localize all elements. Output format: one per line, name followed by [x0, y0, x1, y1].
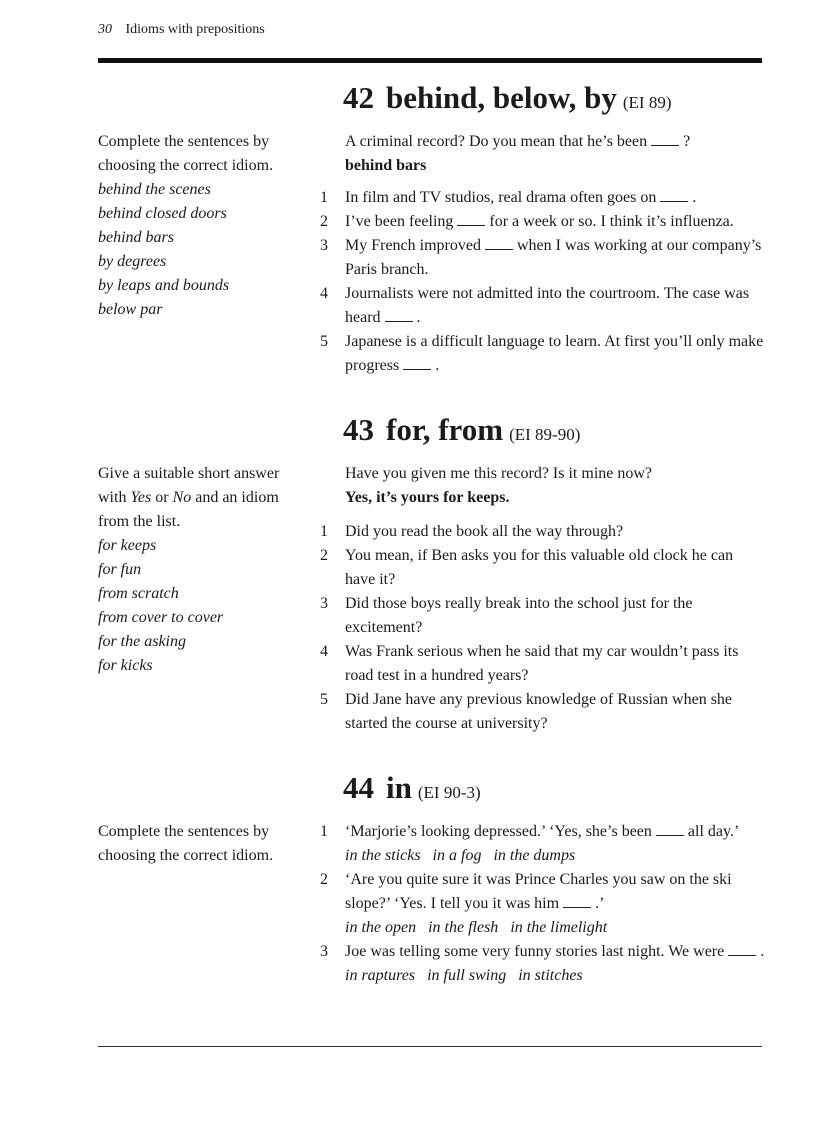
running-head — [98, 22, 265, 38]
unit-42-instructions — [98, 130, 308, 322]
idiom-option: by degrees — [98, 253, 167, 270]
page-number: 30 — [98, 22, 112, 37]
question-item: 2 I’ve been feeling for a week or so. I think it’s influenza. — [320, 213, 734, 230]
unit-heading: in — [386, 770, 412, 805]
idiom-option: by leaps and bounds — [98, 277, 230, 294]
question-item: 2 ‘Are you quite sure it was Prince Charles you saw on the ski slope?’ ‘Yes. I tell you it was him .’ in the open in the flesh in the limelight — [320, 871, 732, 936]
question-item: 1 Did you read the book all the way through? — [320, 523, 624, 540]
answer-blank — [457, 214, 485, 226]
question-item: 5 Did Jane have any previous knowledge of Russian when she started the course at university? — [320, 691, 733, 732]
idiom-option: behind the scenes — [98, 181, 211, 198]
unit-44-instructions — [98, 820, 308, 868]
question-item: 4 Journalists were not admitted into the courtroom. The case was heard . — [320, 285, 750, 326]
example-answer: behind bars — [345, 157, 427, 174]
unit-42-example — [345, 130, 765, 178]
idiom-option: for fun — [98, 561, 142, 578]
question-item: 3 Did those boys really break into the school just for the excitement? — [320, 595, 693, 636]
question-item: 1 In film and TV studios, real drama often goes on . — [320, 189, 697, 206]
unit-heading: behind, below, by — [386, 80, 617, 115]
idiom-option: from scratch — [98, 585, 179, 602]
answer-blank — [385, 310, 413, 322]
top-rule — [98, 58, 762, 63]
answer-blank — [728, 944, 756, 956]
idiom-option: in stitches — [518, 967, 583, 984]
idiom-option: in the dumps — [493, 847, 576, 864]
answer-blank — [485, 238, 513, 250]
idiom-option: in raptures — [345, 967, 416, 984]
idiom-option: in the flesh — [428, 919, 499, 936]
question-item: 3 Joe was telling some very funny stories last night. We were . in raptures in full swing in stitches — [320, 943, 765, 984]
question-item: 3 My French improved when I was working at our company’s Paris branch. — [320, 237, 762, 278]
answer-blank — [651, 134, 679, 146]
instruction-text: Complete the sentences by choosing the correct idiom. — [98, 823, 274, 864]
idiom-option: for kicks — [98, 657, 153, 674]
unit-44-questions — [320, 820, 765, 988]
question-item: 4 Was Frank serious when he said that my car wouldn’t pass its road test in a hundred years? — [320, 643, 739, 684]
answer-blank — [656, 824, 684, 836]
example-question: Have you given me this record? Is it mine now? — [345, 465, 653, 482]
running-title: Idioms with prepositions — [125, 22, 265, 37]
answer-blank — [660, 190, 688, 202]
unit-43-instructions — [98, 462, 308, 678]
unit-reference: (EI 89-90) — [509, 425, 581, 444]
bottom-rule — [98, 1046, 762, 1047]
example-answer: Yes, it’s yours for keeps. — [345, 489, 510, 506]
idiom-option: below par — [98, 301, 163, 318]
unit-43-questions — [320, 520, 765, 736]
unit-42-title — [343, 80, 672, 116]
idiom-option: for keeps — [98, 537, 157, 554]
answer-blank — [563, 896, 591, 908]
unit-number: 42 — [343, 80, 374, 115]
instruction-text: Give a suitable short answer with Yes or No and an idiom from the list. — [98, 465, 280, 530]
idiom-option: in the limelight — [510, 919, 608, 936]
idiom-option: in the sticks — [345, 847, 421, 864]
idiom-option: from cover to cover — [98, 609, 224, 626]
idiom-option: behind closed doors — [98, 205, 227, 222]
instruction-text: Complete the sentences by choosing the correct idiom. — [98, 133, 274, 174]
unit-42-questions — [320, 186, 765, 378]
example-question: A criminal record? Do you mean that he’s been ? — [345, 133, 691, 150]
unit-43-title — [343, 412, 580, 448]
question-item: 2 You mean, if Ben asks you for this valuable old clock he can have it? — [320, 547, 734, 588]
idiom-option: in full swing — [427, 967, 507, 984]
unit-reference: (EI 89) — [622, 93, 672, 112]
unit-heading: for, from — [386, 412, 504, 447]
idiom-option: for the asking — [98, 633, 186, 650]
unit-number: 43 — [343, 412, 374, 447]
idiom-option: in the open — [345, 919, 417, 936]
idiom-option: behind bars — [98, 229, 174, 246]
answer-blank — [403, 358, 431, 370]
unit-44-title — [343, 770, 481, 806]
idiom-option: in a fog — [432, 847, 482, 864]
question-item: 5 Japanese is a difficult language to learn. At first you’ll only make progress . — [320, 333, 764, 374]
unit-reference: (EI 90-3) — [417, 783, 481, 802]
question-item: 1 ‘Marjorie’s looking depressed.’ ‘Yes, she’s been all day.’ in the sticks in a fog in the dumps — [320, 823, 740, 864]
unit-43-example — [345, 462, 765, 510]
unit-number: 44 — [343, 770, 374, 805]
